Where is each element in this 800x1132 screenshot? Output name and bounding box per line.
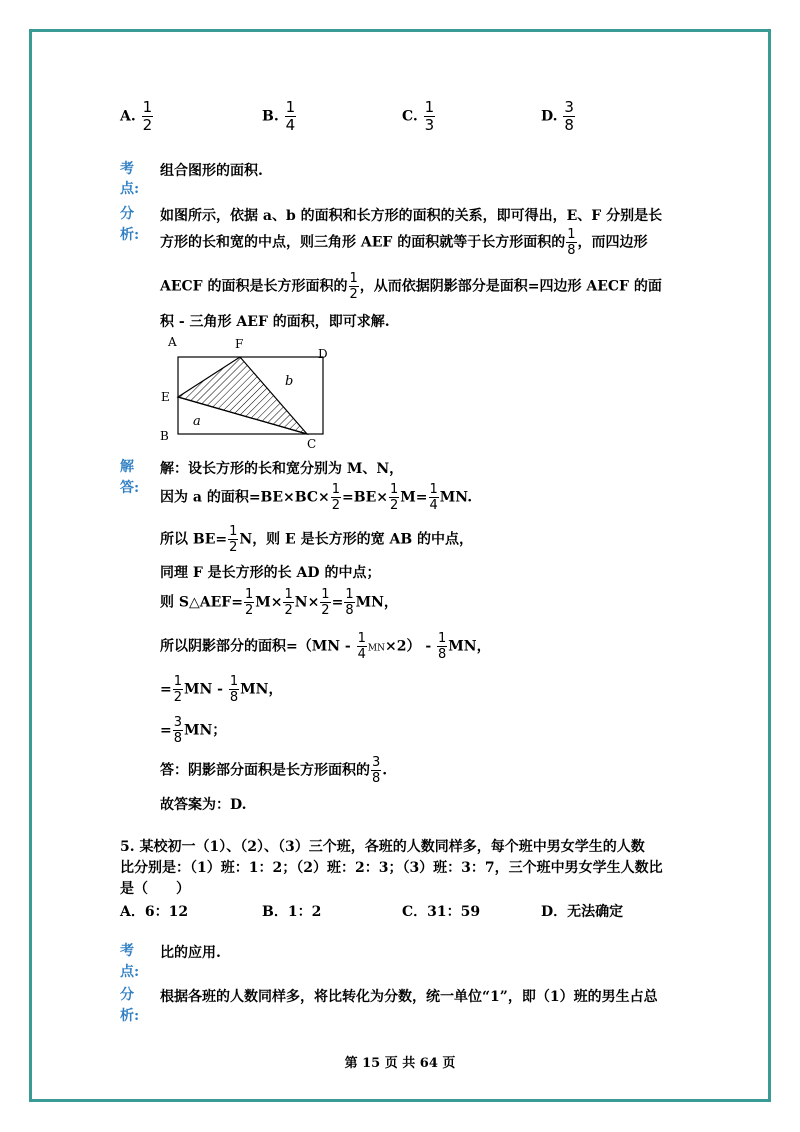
solution-line-1: 解：设长方形的长和宽分别为 M、N， <box>160 461 404 477</box>
label-region-a: a <box>193 414 201 429</box>
fraction: $\frac{1}{8}$ <box>567 227 576 258</box>
fraction: $\frac{1}{4}$ <box>429 482 438 513</box>
question-5-line-3: 是（ ） <box>120 881 190 897</box>
option-c <box>402 100 436 133</box>
option-b-label: B. <box>262 108 279 125</box>
question-5-line-1: 5. 某校初一（1）、（2）、（3）三个班，各班的人数同样多，每个班中男女学生的人数 <box>120 839 645 855</box>
solution-line-3: 所以 BE= $\frac{1}{2}$ N，则 E 是长方形的宽 AB 的中点， <box>160 524 474 555</box>
fraction: $\frac{3}{8}$ <box>173 715 183 746</box>
option-c-fraction: $\frac{1}{3}$ <box>424 98 435 134</box>
solution-line-8: = $\frac{3}{8}$ MN； <box>160 715 227 746</box>
fraction: $\frac{1}{2}$ <box>244 587 254 618</box>
option-b-fraction: $\frac{1}{4}$ <box>285 98 296 134</box>
option-a <box>120 100 154 133</box>
fraction: $\frac{1}{2}$ <box>331 482 341 513</box>
label-e-point: E <box>161 390 170 404</box>
page-footer: 第 15 页 共 64 页 <box>344 1056 456 1071</box>
option-d-fraction: $\frac{3}{8}$ <box>564 98 574 134</box>
fraction: $\frac{1}{2}$ <box>321 587 330 618</box>
question-5-option-c: C．31：59 <box>402 904 481 920</box>
fenxi-line-2: 方形的长和宽的中点，则三角形 AEF 的面积就等于长方形面积的 $\frac{1}{8}$ ，而四边形 <box>160 227 648 258</box>
option-d <box>541 100 576 133</box>
solution-line-7: = $\frac{1}{2}$ MN - $\frac{1}{8}$ MN， <box>160 674 283 705</box>
fenxi-line-3: AECF 的面积是长方形面积的 $\frac{1}{2}$ ，从而依据阴影部分是面积=四边形 AECF 的面 <box>160 271 662 302</box>
solution-line-6: 所以阴影部分的面积=（MN - $\frac{1}{4}$ MN×2） - $\frac{1}{8}$ MN， <box>160 631 491 662</box>
kaodian-label-2: 点: <box>120 181 140 197</box>
fraction: $\frac{1}{2}$ <box>229 524 238 555</box>
label-c-point: C <box>307 437 317 450</box>
label-b-point: B <box>160 429 169 443</box>
fenxi-label-2: 析: <box>120 227 140 243</box>
question-5-option-d: D．无法确定 <box>541 904 624 920</box>
solution-line-10: 故答案为：D. <box>160 797 247 813</box>
fraction: $\frac{1}{8}$ <box>438 631 447 662</box>
fraction: $\frac{1}{2}$ <box>284 587 293 618</box>
option-d-label: D. <box>541 108 558 125</box>
kaodian-2-label-2: 点: <box>120 964 140 980</box>
rectangle-figure <box>155 330 340 450</box>
fraction: $\frac{1}{8}$ <box>229 674 239 705</box>
question-5-option-b: B．1：2 <box>262 904 322 920</box>
solution-line-4: 同理 F 是长方形的长 AD 的中点； <box>160 565 381 581</box>
fraction: $\frac{1}{4}$ <box>357 631 366 662</box>
jieda-label-2: 答: <box>120 480 140 496</box>
fenxi-2-label-2: 析: <box>120 1008 140 1024</box>
fenxi-line-4: 积 - 三角形 AEF 的面积，即可求解. <box>160 314 390 330</box>
fraction: $\frac{1}{2}$ <box>173 674 183 705</box>
option-c-label: C. <box>402 108 418 125</box>
label-region-b: b <box>285 374 294 389</box>
question-5-option-a: A．6：12 <box>120 904 189 920</box>
jieda-label-1: 解 <box>120 459 134 475</box>
kaodian-2-text: 比的应用. <box>160 945 221 961</box>
label-d-point: D <box>318 347 328 361</box>
fraction: $\frac{1}{2}$ <box>349 271 358 302</box>
fenxi-label-1: 分 <box>120 206 134 222</box>
fraction: $\frac{1}{8}$ <box>345 587 354 618</box>
fenxi-2-label-1: 分 <box>120 987 134 1003</box>
fraction: $\frac{1}{2}$ <box>390 482 399 513</box>
fenxi-2-line-1: 根据各班的人数同样多，将比转化为分数，统一单位“1”，即（1）班的男生占总 <box>160 989 658 1005</box>
kaodian-text: 组合图形的面积. <box>160 163 263 179</box>
label-a-point: A <box>168 335 177 349</box>
solution-line-2: 因为 a 的面积=BE×BC× $\frac{1}{2}$ =BE× $\frac{1}{2}$ M= $\frac{1}{4}$ MN. <box>160 482 473 513</box>
kaodian-label-1: 考 <box>120 161 134 177</box>
option-a-fraction: $\frac{1}{2}$ <box>142 98 153 134</box>
label-f-point: F <box>235 337 244 351</box>
fraction: $\frac{3}{8}$ <box>372 755 381 786</box>
question-5-line-2: 比分别是：（1）班：1：2；（2）班：2：3；（3）班：3：7，三个班中男女学生人数比 <box>120 860 663 876</box>
kaodian-2-label-1: 考 <box>120 943 134 959</box>
option-b <box>262 100 297 133</box>
solution-line-5: 则 S△AEF= $\frac{1}{2}$ M× $\frac{1}{2}$ N× $\frac{1}{2}$ = $\frac{1}{8}$ MN， <box>160 587 398 618</box>
solution-line-9: 答：阴影部分面积是长方形面积的 $\frac{3}{8}$ . <box>160 755 388 786</box>
option-a-label: A. <box>120 108 136 125</box>
fenxi-line-1: 如图所示，依据 a、b 的面积和长方形的面积的关系，即可得出，E、F 分别是长 <box>160 208 663 224</box>
